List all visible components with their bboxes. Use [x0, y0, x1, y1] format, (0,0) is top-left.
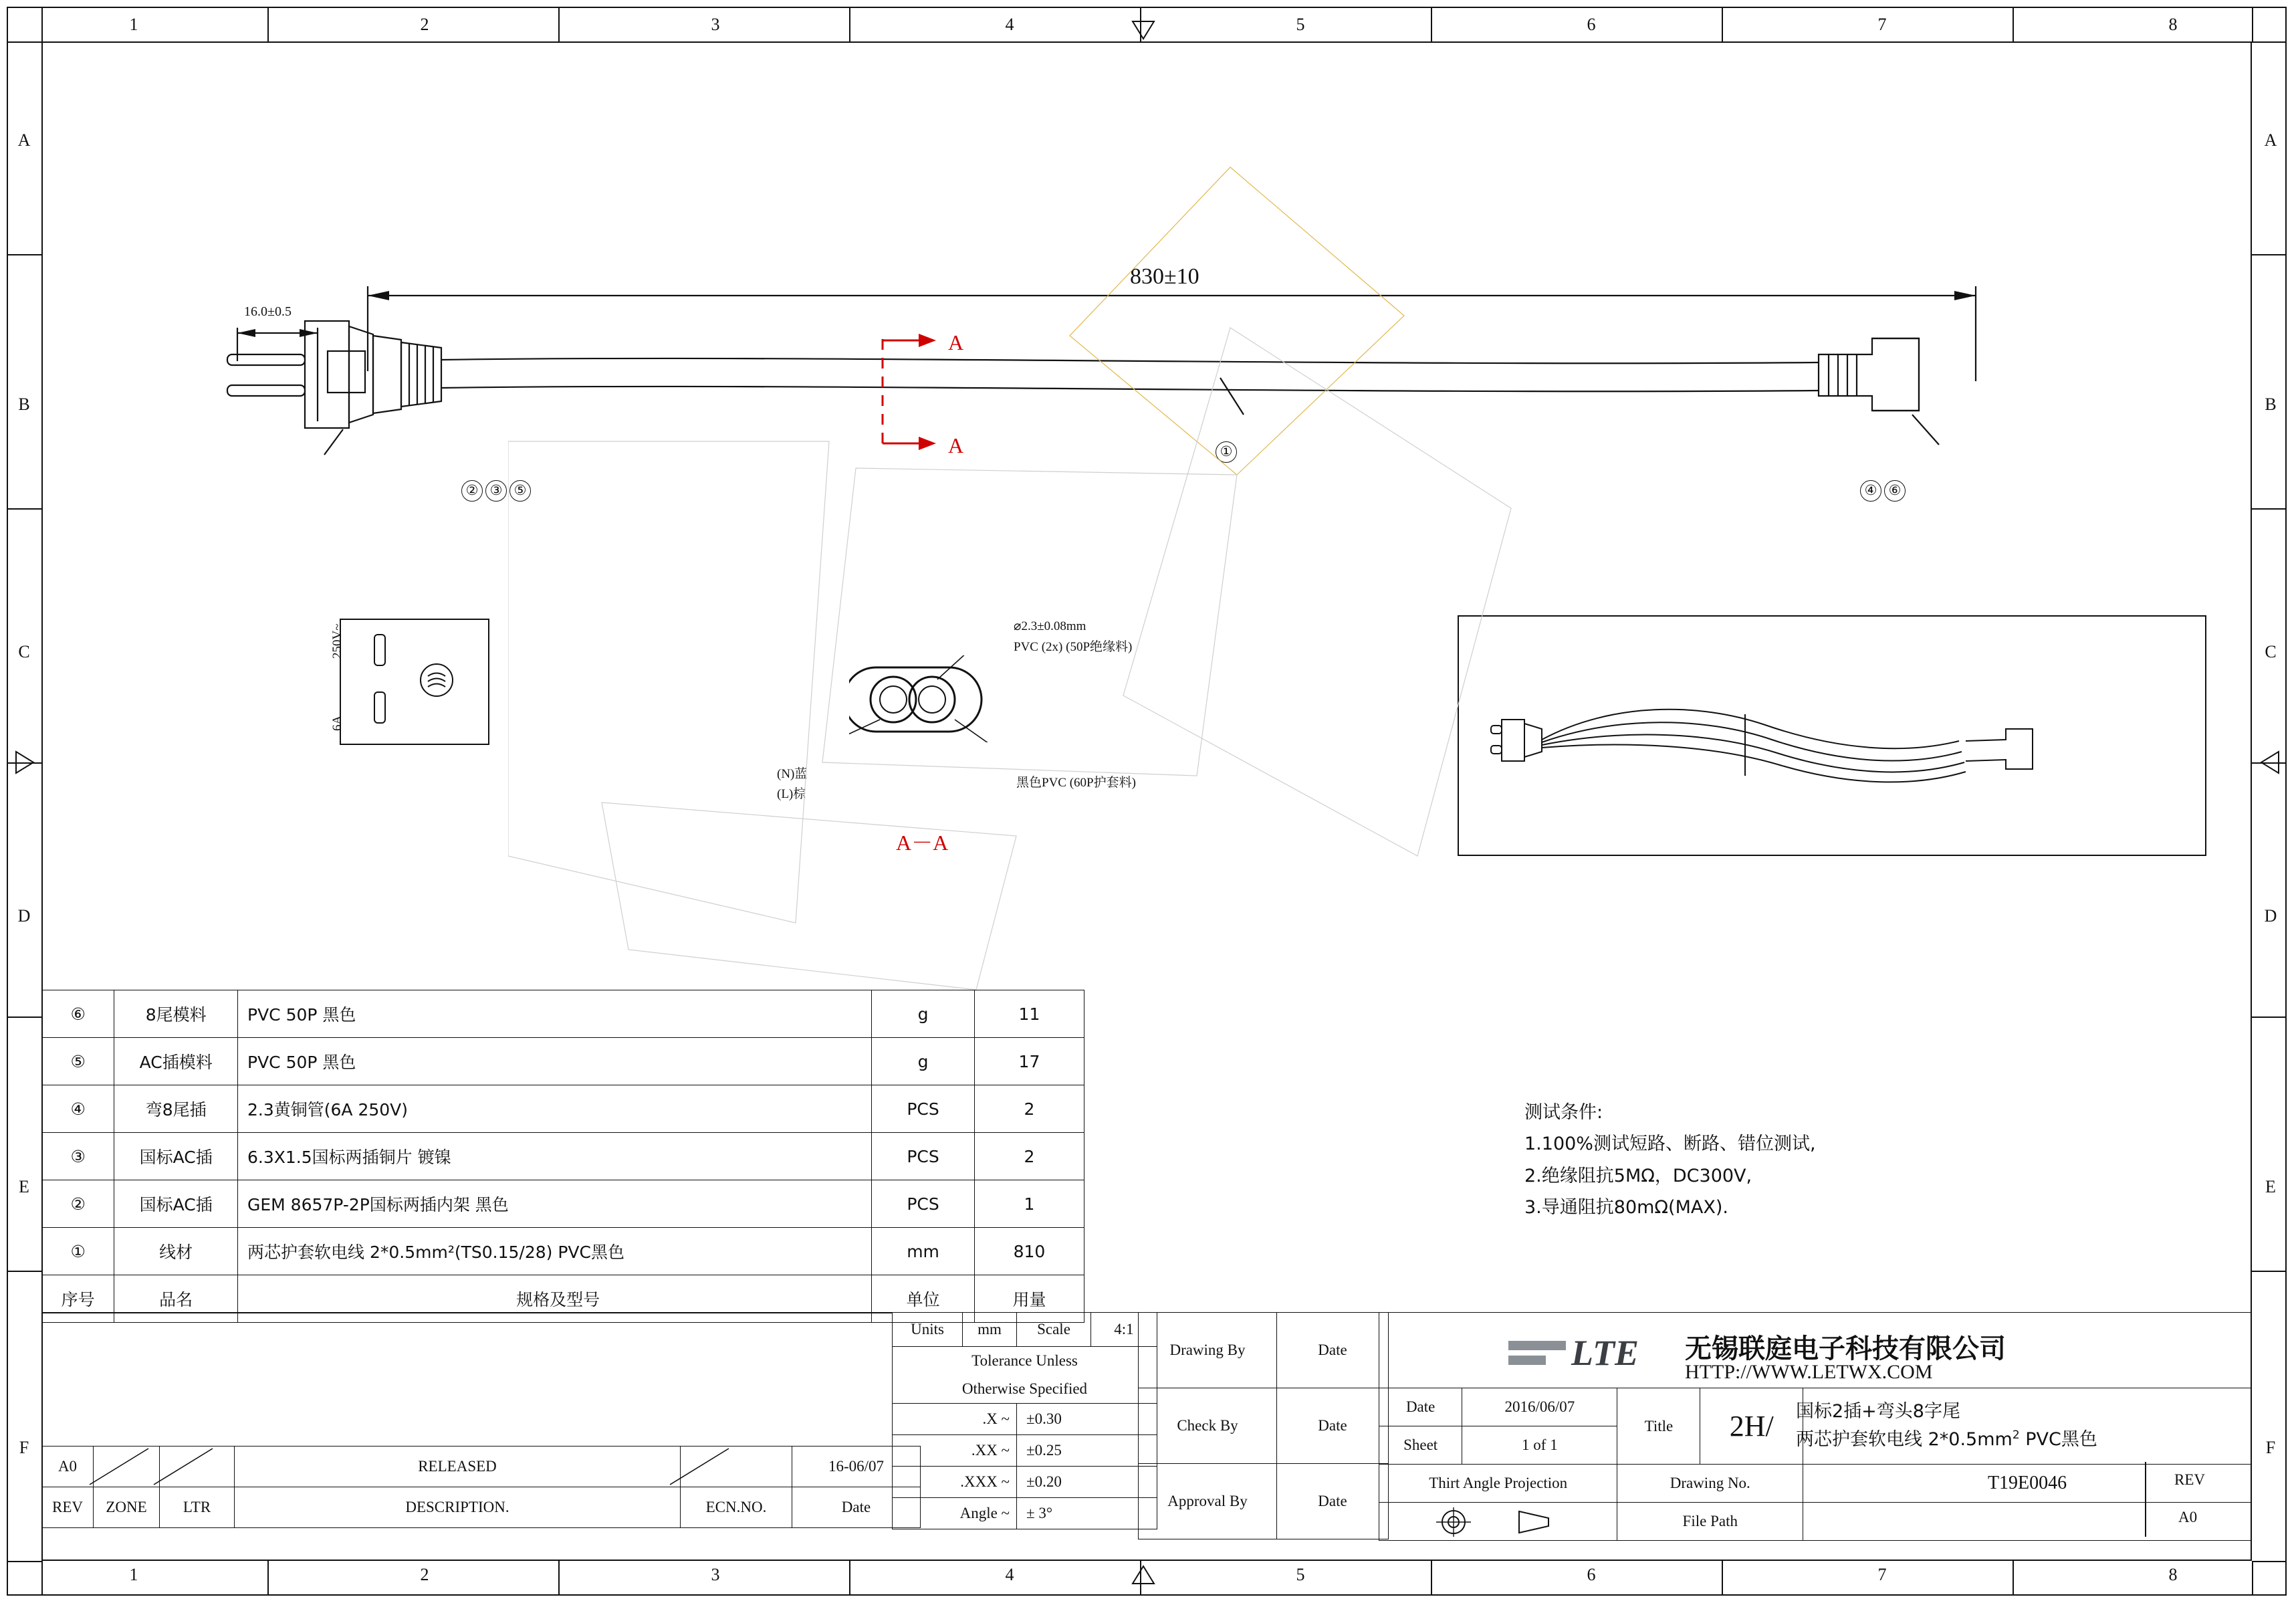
- test-condition-2: 2.绝缘阻抗5MΩ，DC300V,: [1524, 1165, 1752, 1186]
- bom-spec-2: 2.3黄铜管(6A 250V): [238, 1085, 872, 1133]
- scale-value: 4:1: [1091, 1313, 1157, 1347]
- overall-length-dimension: 830±10: [1130, 264, 1199, 289]
- tolerance-dim-angle: Angle ~: [893, 1498, 1017, 1529]
- title-code: 2H/: [1700, 1388, 1803, 1465]
- rating-current: 6A: [330, 715, 344, 731]
- bom-qty-1: 17: [974, 1038, 1084, 1085]
- sheet-label: Sheet: [1379, 1426, 1462, 1465]
- test-conditions-title: 测试条件:: [1524, 1102, 1603, 1123]
- bom-unit-4: PCS: [872, 1180, 975, 1228]
- projection-row: [1379, 1465, 2252, 1503]
- zone-row-right-C: C: [2265, 642, 2277, 661]
- drawing-by-row: [1139, 1313, 1389, 1388]
- zone-tick: [849, 1561, 850, 1596]
- zone-col-top-3: 3: [711, 15, 720, 34]
- bom-name-2: 弯8尾插: [114, 1085, 238, 1133]
- title-label: Title: [1617, 1388, 1700, 1465]
- zone-col-bottom-2: 2: [420, 1565, 429, 1584]
- description-value: RELEASED: [235, 1447, 681, 1487]
- rev-value: A0: [42, 1447, 94, 1487]
- zone-tick: [41, 1561, 43, 1596]
- approval-by-label: Approval By: [1139, 1464, 1277, 1539]
- zone-tick: [558, 1561, 560, 1596]
- tolerance-val-xxx: ±0.20: [1017, 1467, 1157, 1498]
- zone-tick: [2252, 254, 2287, 255]
- plug-length-dimension: 16.0±0.5: [244, 304, 292, 319]
- test-conditions-block: [1524, 1097, 1816, 1223]
- rev-band-top: [41, 1312, 892, 1313]
- bom-spec-3: 6.3X1.5国标两插铜片 镀镍: [238, 1133, 872, 1180]
- bom-qty-5: 810: [974, 1228, 1084, 1275]
- table-row: [42, 1228, 1084, 1275]
- check-by-label: Check By: [1139, 1388, 1277, 1464]
- bom-qty-3: 2: [974, 1133, 1084, 1180]
- zone-col-top-7: 7: [1877, 15, 1887, 34]
- bom-unit-0: g: [872, 990, 975, 1038]
- zone-col-top-8: 8: [2168, 15, 2178, 34]
- zone-row-right-F: F: [2265, 1438, 2276, 1457]
- zone-tick: [7, 41, 41, 43]
- bom-unit-5: mm: [872, 1228, 975, 1275]
- center-mark-top: [1130, 20, 1157, 43]
- bom-no-5: ①: [42, 1228, 114, 1275]
- ltr-header: LTR: [160, 1487, 235, 1528]
- tolerance-row-angle: [893, 1498, 1157, 1529]
- bom-table: [41, 990, 1084, 1323]
- drawing-no-label: Drawing No.: [1617, 1465, 1803, 1503]
- tolerance-val-x: ±0.30: [1017, 1404, 1157, 1435]
- zone-row-right-A: A: [2264, 130, 2277, 150]
- zone-tick: [41, 7, 43, 41]
- balloon-5: ⑤: [509, 480, 531, 502]
- zone-tick: [1431, 1561, 1432, 1596]
- rev-col-divider: [2145, 1462, 2146, 1537]
- zone-col-bottom-5: 5: [1296, 1565, 1305, 1584]
- units-label: Units: [893, 1313, 963, 1347]
- bom-header-name: 品名: [114, 1275, 238, 1323]
- third-angle-projection-icon: [1431, 1506, 1478, 1538]
- title-line-2-pre: 两芯护套软电线 2*0.5mm: [1796, 1429, 2013, 1450]
- zone-row-left-B: B: [18, 395, 30, 414]
- tolerance-title-row-2: [893, 1375, 1157, 1404]
- zone-row-right-E: E: [2265, 1177, 2276, 1196]
- projection-symbol-cell: [1379, 1503, 1617, 1541]
- zone-tick: [2013, 7, 2014, 41]
- sheet-value: 1 of 1: [1462, 1426, 1617, 1465]
- company-website: HTTP://WWW.LETWX.COM: [1685, 1361, 1933, 1383]
- zone-row-left-E: E: [19, 1177, 29, 1196]
- projection-label: Thirt Angle Projection: [1379, 1465, 1617, 1503]
- table-row: [42, 990, 1084, 1038]
- signoff-table: [1138, 1312, 1389, 1539]
- bom-header-no: 序号: [42, 1275, 114, 1323]
- zone-col-bottom-7: 7: [1877, 1565, 1887, 1584]
- bom-name-0: 8尾模料: [114, 990, 238, 1038]
- bom-spec-0: PVC 50P 黑色: [238, 990, 872, 1038]
- bom-spec-1: PVC 50P 黑色: [238, 1038, 872, 1085]
- table-row: [42, 1133, 1084, 1180]
- bom-qty-4: 1: [974, 1180, 1084, 1228]
- bom-no-4: ②: [42, 1180, 114, 1228]
- tolerance-dim-xx: .XX ~: [893, 1435, 1017, 1467]
- tolerance-dim-x: .X ~: [893, 1404, 1017, 1435]
- zone-col-top-4: 4: [1005, 15, 1014, 34]
- description-header: DESCRIPTION.: [235, 1487, 681, 1528]
- company-logo: [1504, 1321, 1658, 1381]
- tolerance-row-xxx: [893, 1467, 1157, 1498]
- conductor-note-line2: PVC (2x) (50P绝缘料): [1014, 640, 1133, 654]
- zone-tick: [2252, 508, 2287, 510]
- zone-col-bottom-4: 4: [1005, 1565, 1014, 1584]
- lead-n-label: (N)蓝: [777, 767, 808, 781]
- bom-spec-5: 两芯护套软电线 2*0.5mm²(TS0.15/28) PVC黑色: [238, 1228, 872, 1275]
- bom-no-2: ④: [42, 1085, 114, 1133]
- tolerance-title-line2: Otherwise Specified: [893, 1375, 1157, 1404]
- zone-tick: [7, 1271, 41, 1272]
- zone-col-bottom-3: 3: [711, 1565, 720, 1584]
- balloon-2: ②: [461, 480, 483, 502]
- check-by-date-label: Date: [1277, 1388, 1389, 1464]
- zone-tick: [2252, 7, 2253, 41]
- table-row: [42, 1085, 1084, 1133]
- bom-no-0: ⑥: [42, 990, 114, 1038]
- zone-tick: [2252, 41, 2287, 43]
- zone-tick: [2252, 1561, 2253, 1596]
- zone-tick: [267, 7, 269, 41]
- rev-column-label: REV: [2174, 1471, 2205, 1488]
- balloon-tail-group: [1860, 480, 1906, 502]
- center-mark-right: [2259, 749, 2281, 776]
- zone-tick: [2252, 1271, 2287, 1272]
- filepath-row: [1379, 1503, 2252, 1541]
- rev-header: REV: [42, 1487, 94, 1528]
- bom-unit-1: g: [872, 1038, 975, 1085]
- scale-label: Scale: [1017, 1313, 1091, 1347]
- center-mark-left: [15, 749, 37, 776]
- bom-header-unit: 单位: [872, 1275, 975, 1323]
- zone-col-bottom-6: 6: [1587, 1565, 1596, 1584]
- ecn-header: ECN.NO.: [681, 1487, 792, 1528]
- zone-tick: [2013, 1561, 2014, 1596]
- tolerance-title-row-1: [893, 1347, 1157, 1376]
- zone-tick: [7, 1561, 41, 1562]
- bom-qty-2: 2: [974, 1085, 1084, 1133]
- date-label: Date: [1379, 1388, 1462, 1426]
- tolerance-val-xx: ±0.25: [1017, 1435, 1157, 1467]
- bom-unit-2: PCS: [872, 1085, 975, 1133]
- bom-unit-3: PCS: [872, 1133, 975, 1180]
- zone-col-bottom-8: 8: [2168, 1565, 2178, 1584]
- zone-col-top-2: 2: [420, 15, 429, 34]
- zone-tick: [558, 7, 560, 41]
- bom-name-3: 国标AC插: [114, 1133, 238, 1180]
- company-name: 无锡联庭电子科技有限公司: [1685, 1333, 2006, 1364]
- bom-header-qty: 用量: [974, 1275, 1084, 1323]
- conductor-note-line1: ⌀2.3±0.08mm: [1014, 619, 1086, 633]
- zone-tick: [1431, 7, 1432, 41]
- zone-tick: [7, 254, 41, 255]
- bom-no-1: ⑤: [42, 1038, 114, 1085]
- units-tolerance-table: [892, 1312, 1157, 1529]
- balloon-cable-label: ①: [1216, 441, 1237, 463]
- title-line-1: 国标2插+弯头8字尾: [1796, 1401, 1960, 1422]
- test-condition-3: 3.导通阻抗80mΩ(MAX).: [1524, 1196, 1728, 1218]
- zone-row-right-D: D: [2264, 906, 2277, 926]
- tolerance-title-line1: Tolerance Unless: [893, 1347, 1157, 1376]
- zone-tick: [1722, 1561, 1723, 1596]
- title-line-2-sup: 2: [2012, 1428, 2020, 1442]
- zone-row-right-B: B: [2265, 395, 2277, 414]
- units-value: mm: [963, 1313, 1017, 1347]
- zone-header: ZONE: [94, 1487, 160, 1528]
- approval-by-date-label: Date: [1277, 1464, 1389, 1539]
- svg-text:LTE: LTE: [1571, 1333, 1639, 1373]
- tolerance-val-angle: ± 3°: [1017, 1498, 1157, 1529]
- balloon-3: ③: [485, 480, 507, 502]
- title-line-2: [1796, 1424, 2097, 1451]
- rating-label-graphic: [340, 619, 487, 742]
- tolerance-dim-xxx: .XXX ~: [893, 1467, 1017, 1498]
- date-value: 2016/06/07: [1462, 1388, 1617, 1426]
- units-row: [893, 1313, 1157, 1347]
- zone-col-top-6: 6: [1587, 15, 1596, 34]
- title-line-2-post: PVC黑色: [2019, 1429, 2097, 1450]
- tolerance-row-xx: [893, 1435, 1157, 1467]
- projection-cone-icon: [1512, 1507, 1559, 1537]
- section-label-bottom: A: [948, 433, 964, 457]
- bom-no-3: ③: [42, 1133, 114, 1180]
- drawing-by-date-label: Date: [1277, 1313, 1389, 1388]
- file-path-label: File Path: [1617, 1503, 1803, 1541]
- zone-row-left-F: F: [19, 1438, 29, 1457]
- zone-tick: [7, 1016, 41, 1018]
- balloon-4: ④: [1860, 480, 1881, 502]
- zone-col-bottom-1: 1: [129, 1565, 138, 1584]
- check-by-row: [1139, 1388, 1389, 1464]
- table-row: [42, 1180, 1084, 1228]
- table-row: [42, 1038, 1084, 1085]
- bom-name-5: 线材: [114, 1228, 238, 1275]
- zone-tick: [267, 1561, 269, 1596]
- section-label-top: A: [948, 330, 964, 354]
- construction-guides: [508, 160, 1845, 1043]
- drawing-by-label: Drawing By: [1139, 1313, 1277, 1388]
- bom-name-4: 国标AC插: [114, 1180, 238, 1228]
- zone-tick: [1722, 7, 1723, 41]
- zone-tick: [2252, 1561, 2287, 1562]
- revision-strike-marks: [41, 1446, 897, 1487]
- revision-header-row: [42, 1487, 921, 1528]
- bom-name-1: AC插模料: [114, 1038, 238, 1085]
- center-mark-bottom: [1130, 1564, 1157, 1586]
- zone-tick: [849, 7, 850, 41]
- zone-col-top-1: 1: [129, 15, 138, 34]
- zone-row-left-D: D: [17, 906, 31, 926]
- lead-l-label: (L)棕: [777, 787, 806, 801]
- approval-by-row: [1139, 1464, 1389, 1539]
- zone-row-left-A: A: [17, 130, 31, 150]
- drawing-no-value: T19E0046: [1987, 1473, 2067, 1493]
- rev-column-value: A0: [2178, 1509, 2198, 1525]
- balloon-6: ⑥: [1884, 480, 1906, 502]
- test-condition-1: 1.100%测试短路、断路、错位测试,: [1524, 1134, 1816, 1155]
- rating-voltage: 250V~: [330, 623, 344, 659]
- zone-tick: [7, 508, 41, 510]
- tolerance-row-x: [893, 1404, 1157, 1435]
- bom-qty-0: 11: [974, 990, 1084, 1038]
- jacket-note: 黑色PVC (60P护套料): [1016, 776, 1136, 790]
- zone-row-left-C: C: [18, 642, 30, 661]
- zone-tick: [2252, 1016, 2287, 1018]
- bom-spec-4: GEM 8657P-2P国标两插内架 黑色: [238, 1180, 872, 1228]
- zone-col-top-5: 5: [1296, 15, 1305, 34]
- bom-header-spec: 规格及型号: [238, 1275, 872, 1323]
- date-header: Date: [792, 1487, 921, 1528]
- section-view-name: A－A: [896, 831, 949, 855]
- rev-band-left: [41, 1312, 43, 1447]
- rev-date-value: 16-06/07: [792, 1447, 921, 1487]
